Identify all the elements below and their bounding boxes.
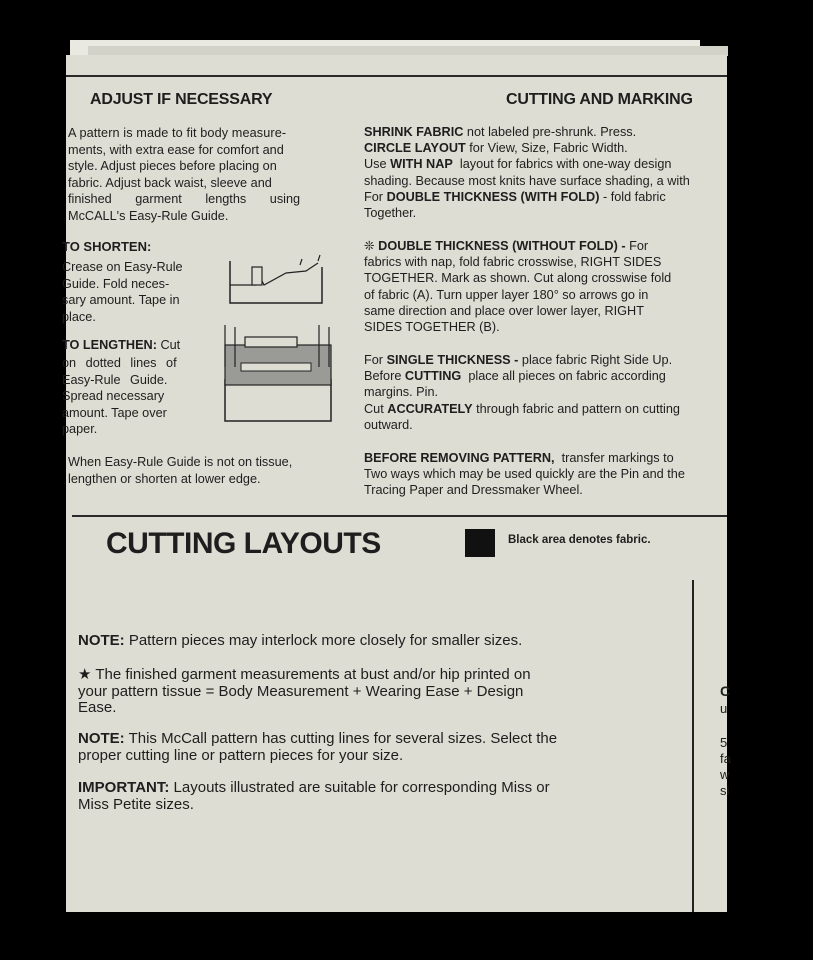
cutting-marking-heading: CUTTING AND MARKING: [506, 91, 693, 108]
text-line: same direction and place over lower layer, RIGHT: [364, 303, 644, 318]
text-line: NOTE: This McCall pattern has cutting lines for several sizes. Select the: [78, 730, 558, 747]
text-line: Spread necessary: [62, 389, 165, 404]
lengthen-heading-line: [62, 338, 180, 352]
note-finished-measurements: [78, 667, 531, 717]
lengthen-diagram: [219, 323, 339, 427]
text-line: Tracing Paper and Dressmaker Wheel.: [364, 483, 583, 498]
text-line: Use WITH NAP layout for fabrics with one-way design: [364, 157, 672, 172]
text-line: SHRINK FABRIC not labeled pre-shrunk. Press.: [364, 125, 637, 139]
text-line: lengthen or shorten at lower edge.: [68, 471, 261, 486]
lengthen-heading: TO LENGTHEN:: [62, 338, 157, 352]
text-line: Crease on Easy-Rule: [62, 260, 183, 274]
single-thickness-paragraph: [364, 352, 680, 433]
text-line: outward.: [364, 417, 413, 432]
snowflake-icon: ❊: [364, 239, 375, 253]
fabric-legend-label: Black area denotes fabric.: [508, 534, 651, 546]
adjust-intro: [68, 125, 300, 225]
note-cutting-lines: [78, 731, 557, 764]
text-line: Cut ACCURATELY through fabric and pattern on cutting: [364, 401, 680, 416]
top-rule: [66, 75, 727, 77]
pattern-instruction-sheet: [62, 55, 731, 912]
cutoff-heading: C: [720, 683, 731, 699]
text-line: ments, with extra ease for comfort and: [68, 142, 284, 157]
text-line: TOGETHER. Mark as shown. Cut along crosswise fold: [364, 271, 672, 286]
lengthen-text: [62, 355, 177, 438]
text-line: Ease.: [78, 699, 117, 716]
text-line: Two ways which may be used quickly are the Pin and the: [364, 467, 685, 482]
shrink-paragraph: [364, 124, 690, 221]
text-line: paper.: [62, 422, 98, 437]
text-line: IMPORTANT: Layouts illustrated are suitable for corresponding Miss or: [78, 779, 550, 796]
text-line: amount. Tape over: [62, 405, 167, 420]
text-line: ❊ DOUBLE THICKNESS (WITHOUT FOLD) - For: [364, 239, 649, 253]
text-line: A pattern is made to fit body measure-: [68, 126, 287, 140]
text-line: Miss Petite sizes.: [78, 795, 194, 813]
text-line: Guide. Fold neces-: [62, 276, 170, 291]
note-interlock: [78, 633, 522, 650]
text-line: CIRCLE LAYOUT for View, Size, Fabric Width.: [364, 141, 628, 156]
text-line: shading. Because most knits have surface shading, a with: [364, 173, 690, 188]
shorten-diagram: [226, 253, 326, 311]
text-line: on dotted lines of: [62, 356, 177, 370]
double-thickness-paragraph: [364, 238, 671, 335]
shorten-text: [62, 259, 183, 325]
text-line: fabric. Adjust back waist, sleeve and: [68, 175, 272, 190]
shorten-heading: TO SHORTEN:: [62, 239, 152, 254]
text-line: When Easy-Rule Guide is not on tissue,: [68, 455, 293, 469]
text-line: Before CUTTING place all pieces on fabric according: [364, 369, 666, 384]
text-line: ★ The finished garment measurements at bust and/or hip printed on: [78, 666, 531, 683]
text-line: finished garment lengths using: [68, 192, 301, 207]
text-line: of fabric (A). Turn upper layer 180° so arrows go in: [364, 287, 649, 302]
section-rule: [72, 515, 727, 517]
text-line: SIDES TOGETHER (B).: [364, 320, 500, 335]
cutting-layouts-title: CUTTING LAYOUTS: [106, 527, 381, 560]
text-line: NOTE: Pattern pieces may interlock more closely for smaller sizes.: [78, 632, 523, 649]
text-line: style. Adjust pieces before placing on: [68, 159, 277, 174]
text-line: For SINGLE THICKNESS - place fabric Right Side Up.: [364, 353, 673, 367]
text-line: Easy-Rule Guide.: [62, 372, 168, 387]
text-line: BEFORE REMOVING PATTERN, transfer markings to: [364, 451, 674, 465]
cutoff-text: u: [720, 701, 728, 716]
text-line: Together.: [364, 206, 417, 221]
text-line: margins. Pin.: [364, 385, 439, 400]
fabric-legend-swatch: [465, 529, 495, 557]
text-line: your pattern tissue = Body Measurement + Wearing Ease + Design: [78, 682, 524, 700]
text-line: proper cutting line or pattern pieces for your size.: [78, 746, 404, 764]
text-line: sary amount. Tape in: [62, 293, 180, 308]
cutoff-text-block: 5 fa w si: [720, 735, 731, 798]
star-icon: ★: [78, 666, 92, 683]
removing-pattern-paragraph: [364, 450, 685, 499]
easy-rule-footer: [68, 454, 292, 487]
text-line: place.: [62, 309, 96, 324]
text-line: Cut: [160, 338, 181, 352]
text-line: McCALL's Easy-Rule Guide.: [68, 208, 229, 223]
adjust-heading: ADJUST IF NECESSARY: [90, 91, 273, 108]
text-line: fabrics with nap, fold fabric crosswise, RIGHT SIDES: [364, 255, 662, 270]
text-line: For DOUBLE THICKNESS (WITH FOLD) - fold fabric: [364, 189, 666, 204]
note-important: [78, 780, 550, 813]
column-divider: [692, 580, 694, 912]
